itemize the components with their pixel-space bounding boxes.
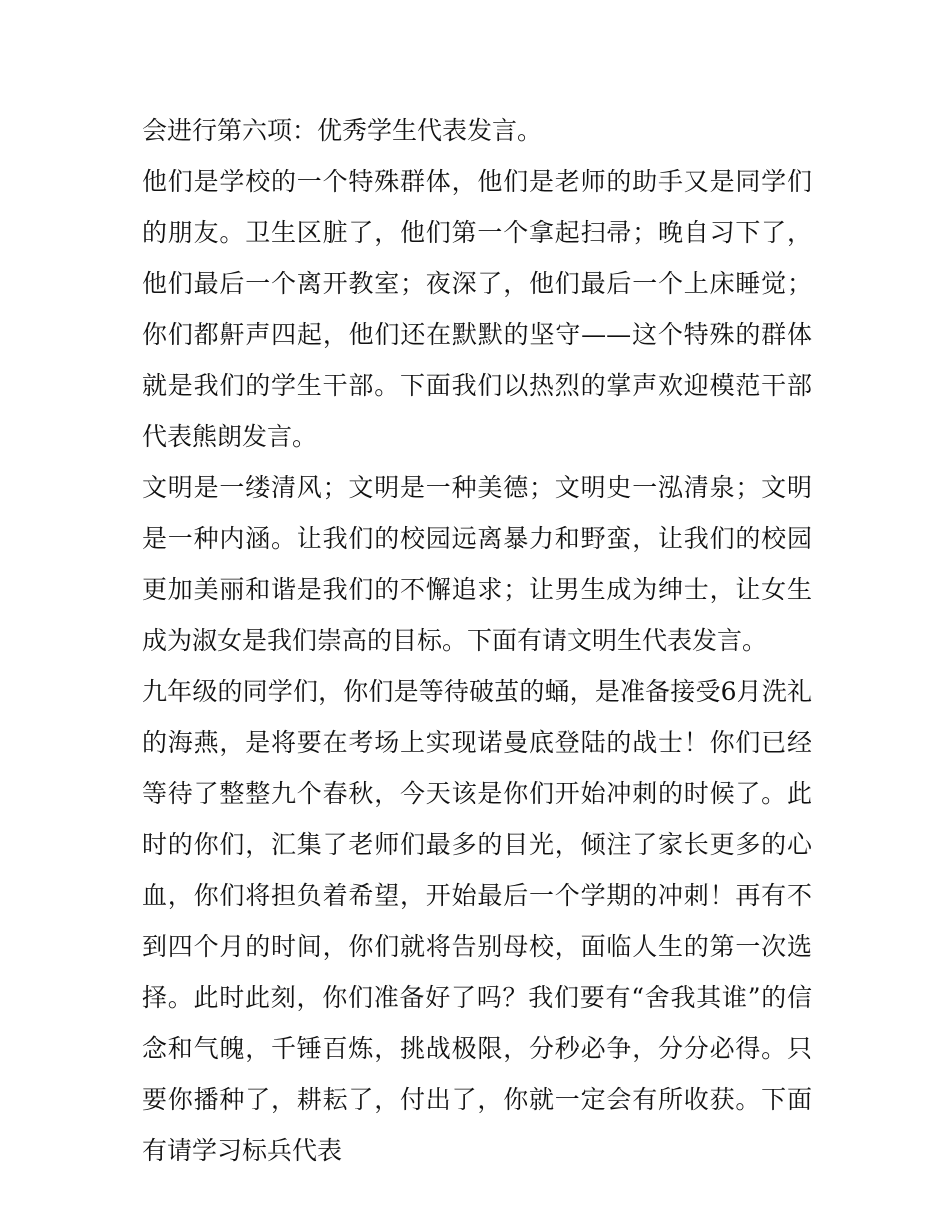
- paragraph-2: 他们是学校的一个特殊群体，他们是老师的助手又是同学们的朋友。卫生区脏了，他们第一个拿起扫帚；晚自习下了，他们最后一个离开教室；夜深了，他们最后一个上床睡觉；你们都鼾声四起，他们还在默默的坚守——这个特殊的群体就是我们的学生干部。下面我们以热烈的掌声欢迎模范干部代表熊朗发言。: [142, 167, 812, 451]
- paragraph-1: 会进行第六项：优秀学生代表发言。: [142, 116, 543, 145]
- document-body: [142, 105, 812, 1176]
- paragraph-4: 九年级的同学们，你们是等待破茧的蛹，是准备接受6月洗礼的海燕，是将要在考场上实现诺曼底登陆的战士！你们已经等待了整整九个春秋，今天该是你们开始冲刺的时候了。此时的你们，汇集了老师们最多的目光，倾注了家长更多的心血，你们将担负着希望，开始最后一个学期的冲刺！再有不到四个月的时间，你们就将告别母校，面临人生的第一次选择。此时此刻，你们准备好了吗？我们要有“舍我其谁”的信念和气魄，千锤百炼，挑战极限，分秒必争，分分必得。只要你播种了，耕耘了，付出了，你就一定会有所收获。下面有请学习标兵代表: [142, 677, 812, 1165]
- paragraph-3: 文明是一缕清风；文明是一种美德；文明史一泓清泉；文明是一种内涵。让我们的校园远离暴力和野蛮，让我们的校园更加美丽和谐是我们的不懈追求；让男生成为绅士，让女生成为淑女是我们崇高的目标。下面有请文明生代表发言。: [142, 473, 812, 655]
